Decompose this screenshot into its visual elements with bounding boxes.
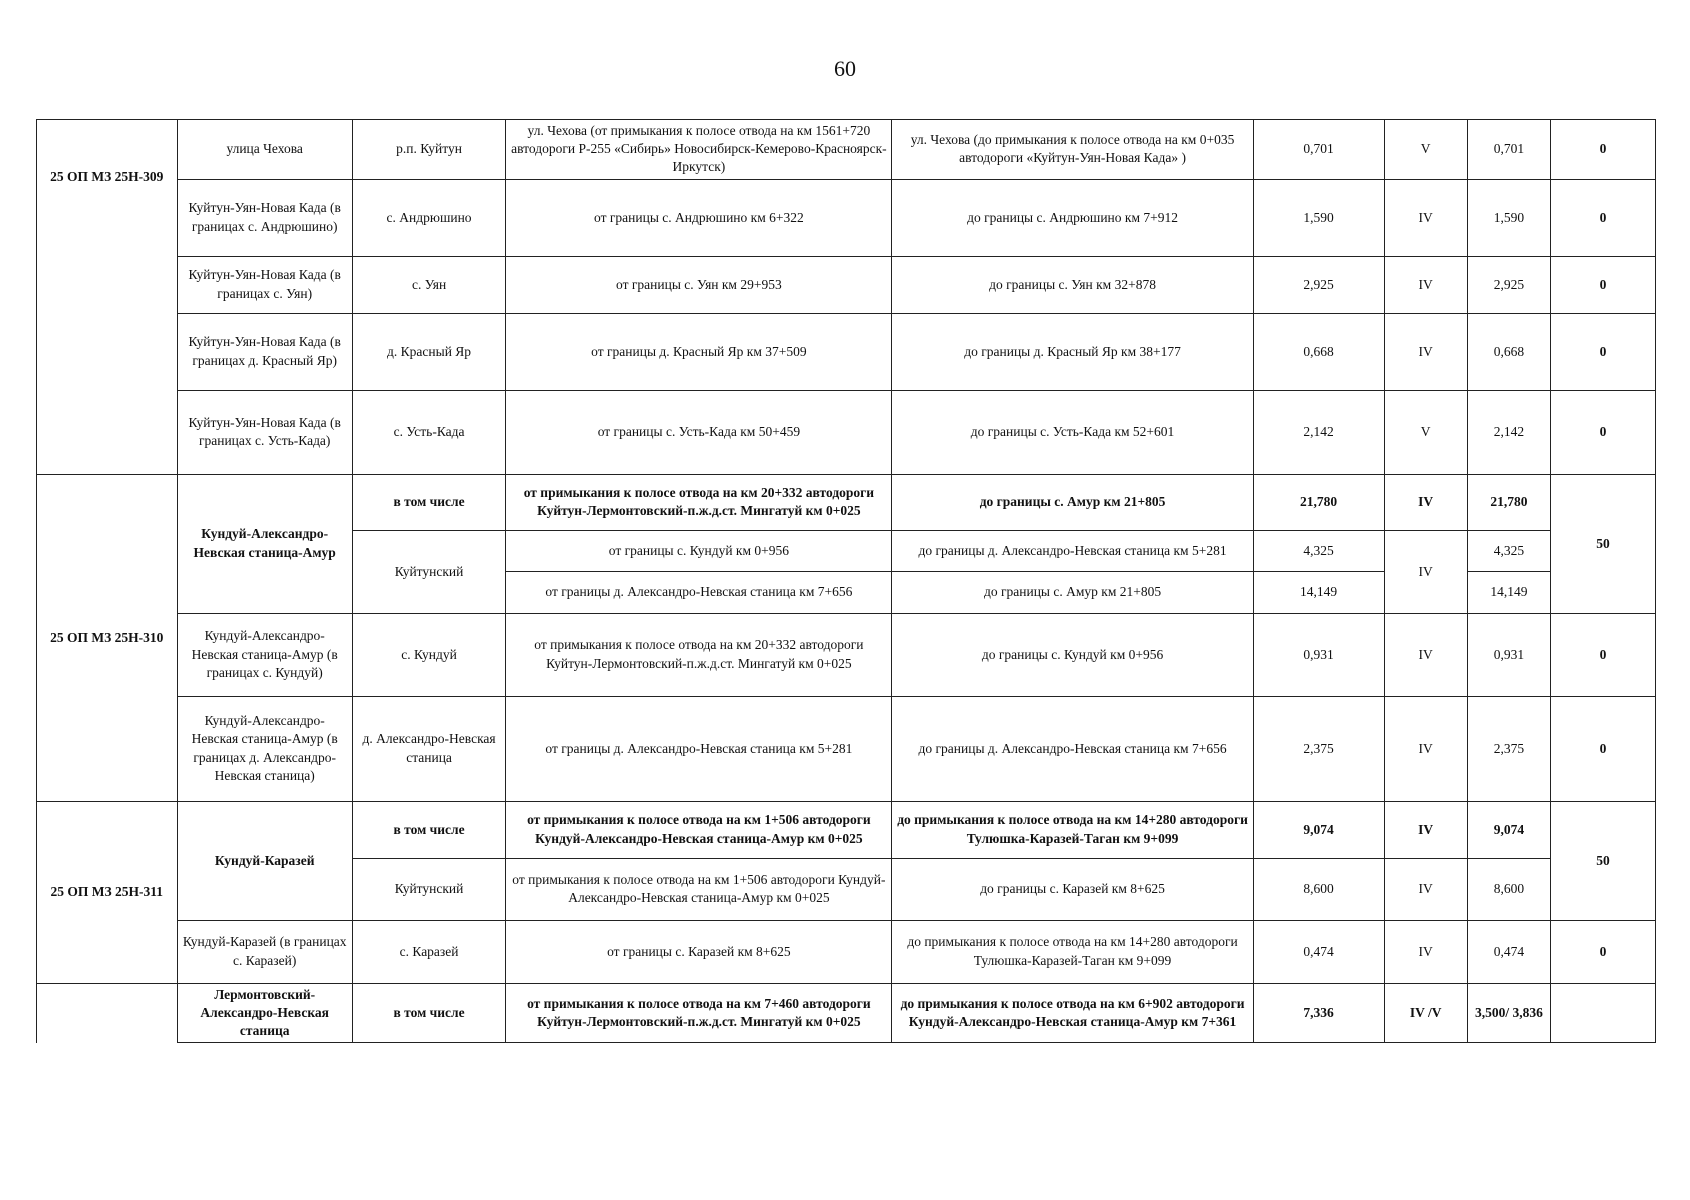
road-name: Кундуй-Александро-Невская станица-Амур (в границах с. Кундуй) [177,613,352,696]
settlement: Куйтунский [352,858,506,920]
length-value: 8,600 [1253,858,1384,920]
extra-value: 0 [1551,313,1656,390]
length-value: 2,375 [1253,696,1384,801]
segment-to: ул. Чехова (до примыкания к полосе отвода на км 0+035 автодороги «Куйтун-Уян-Новая Када» ) [892,120,1253,180]
settlement: Куйтунский [352,530,506,613]
road-category: IV [1384,474,1467,530]
table-row [37,801,1656,858]
length-value: 2,925 [1253,256,1384,313]
pavement-length: 2,925 [1467,256,1550,313]
segment-to: до границы д. Красный Яр км 38+177 [892,313,1253,390]
total-label: в том числе [352,474,506,530]
extra-value: 0 [1551,613,1656,696]
segment-from: от границы д. Александро-Невская станица км 5+281 [506,696,892,801]
segment-to: до примыкания к полосе отвода на км 14+280 автодороги Тулюшка-Каразей-Таган км 9+099 [892,920,1253,983]
pavement-length: 0,668 [1467,313,1550,390]
length-value: 1,590 [1253,179,1384,256]
segment-to: до границы с. Каразей км 8+625 [892,858,1253,920]
settlement: д. Александро-Невская станица [352,696,506,801]
group-road-name: Лермонтовский-Александро-Невская станица [177,983,352,1043]
road-category: IV [1384,613,1467,696]
table-row [37,313,1656,390]
empty-code-cell [37,983,178,1043]
pavement-length: 0,701 [1467,120,1550,180]
road-category: IV [1384,256,1467,313]
extra-value: 0 [1551,696,1656,801]
length-value: 2,142 [1253,390,1384,474]
pavement-length: 1,590 [1467,179,1550,256]
pavement-length: 21,780 [1467,474,1550,530]
length-value: 9,074 [1253,801,1384,858]
road-category: V [1384,120,1467,180]
road-name: Куйтун-Уян-Новая Када (в границах д. Красный Яр) [177,313,352,390]
table-row [37,613,1656,696]
segment-to: до границы с. Амур км 21+805 [892,474,1253,530]
group-road-name: Кундуй-Александро-Невская станица-Амур [177,474,352,613]
road-category: IV [1384,858,1467,920]
pavement-length: 2,142 [1467,390,1550,474]
settlement: с. Каразей [352,920,506,983]
segment-from: от примыкания к полосе отвода на км 1+506 автодороги Кундуй-Александро-Невская станица-Амур км 0+025 [506,858,892,920]
table-row [37,390,1656,474]
segment-to: до границы с. Андрюшино км 7+912 [892,179,1253,256]
pavement-length: 8,600 [1467,858,1550,920]
segment-from: от границы с. Уян км 29+953 [506,256,892,313]
road-category: IV [1384,179,1467,256]
road-name: улица Чехова [177,120,352,180]
road-category: V [1384,390,1467,474]
road-category: IV [1384,696,1467,801]
segment-from: от границы с. Усть-Када км 50+459 [506,390,892,474]
extra-value-empty [1551,983,1656,1043]
table-row [37,474,1656,530]
road-category: IV /V [1384,983,1467,1043]
length-value: 0,931 [1253,613,1384,696]
pavement-length: 4,325 [1467,530,1550,571]
pavement-length: 0,474 [1467,920,1550,983]
length-value: 14,149 [1253,571,1384,613]
table-row [37,696,1656,801]
road-name: Куйтун-Уян-Новая Када (в границах с. Андрюшино) [177,179,352,256]
road-code: 25 ОП МЗ 25Н-309 [37,120,178,475]
extra-value: 0 [1551,120,1656,180]
road-code: 25 ОП МЗ 25Н-310 [37,474,178,801]
pavement-length: 9,074 [1467,801,1550,858]
road-category: IV [1384,801,1467,858]
table-row [37,179,1656,256]
segment-from: от границы с. Каразей км 8+625 [506,920,892,983]
pavement-length: 3,500/ 3,836 [1467,983,1550,1043]
length-value: 0,668 [1253,313,1384,390]
table-row [37,120,1656,180]
road-name: Кундуй-Александро-Невская станица-Амур (в границах д. Александро-Невская станица) [177,696,352,801]
road-category: IV [1384,920,1467,983]
segment-to: до границы с. Уян км 32+878 [892,256,1253,313]
length-value: 0,474 [1253,920,1384,983]
settlement: с. Усть-Када [352,390,506,474]
segment-to: до примыкания к полосе отвода на км 14+280 автодороги Тулюшка-Каразей-Таган км 9+099 [892,801,1253,858]
road-name: Куйтун-Уян-Новая Када (в границах с. Усть-Када) [177,390,352,474]
extra-value: 0 [1551,390,1656,474]
length-value: 7,336 [1253,983,1384,1043]
settlement: с. Уян [352,256,506,313]
road-name: Кундуй-Каразей (в границах с. Каразей) [177,920,352,983]
length-value: 4,325 [1253,530,1384,571]
total-label: в том числе [352,801,506,858]
settlement: р.п. Куйтун [352,120,506,180]
segment-from: от примыкания к полосе отвода на км 1+506 автодороги Кундуй-Александро-Невская станица-Амур км 0+025 [506,801,892,858]
segment-to: до границы д. Александро-Невская станица км 5+281 [892,530,1253,571]
total-label: в том числе [352,983,506,1043]
road-name: Куйтун-Уян-Новая Када (в границах с. Уян) [177,256,352,313]
extra-value: 0 [1551,179,1656,256]
settlement: с. Кундуй [352,613,506,696]
segment-to: до границы с. Усть-Када км 52+601 [892,390,1253,474]
table-row [37,256,1656,313]
segment-from: от границы д. Красный Яр км 37+509 [506,313,892,390]
segment-from: от границы с. Кундуй км 0+956 [506,530,892,571]
extra-value: 50 [1551,474,1656,613]
road-code: 25 ОП МЗ 25Н-311 [37,801,178,983]
road-category: IV [1384,313,1467,390]
segment-from: от границы с. Андрюшино км 6+322 [506,179,892,256]
roads-table [36,119,1656,1043]
page-number: 60 [834,56,856,81]
extra-value: 50 [1551,801,1656,920]
road-category: IV [1384,530,1467,613]
length-value: 21,780 [1253,474,1384,530]
segment-to: до границы д. Александро-Невская станица км 7+656 [892,696,1253,801]
extra-value: 0 [1551,920,1656,983]
table-row [37,920,1656,983]
segment-to: до границы с. Амур км 21+805 [892,571,1253,613]
table-row [37,983,1656,1043]
segment-to: до примыкания к полосе отвода на км 6+902 автодороги Кундуй-Александро-Невская станица-Амур км 7+361 [892,983,1253,1043]
segment-from: от границы д. Александро-Невская станица км 7+656 [506,571,892,613]
extra-value: 0 [1551,256,1656,313]
segment-from: от примыкания к полосе отвода на км 20+332 автодороги Куйтун-Лермонтовский-п.ж.д.ст. Мингатуй км 0+025 [506,613,892,696]
length-value: 0,701 [1253,120,1384,180]
segment-from: ул. Чехова (от примыкания к полосе отвода на км 1561+720 автодороги Р-255 «Сибирь» Новосибирск-Кемерово-Красноярск-Иркутск) [506,120,892,180]
segment-from: от примыкания к полосе отвода на км 7+460 автодороги Куйтун-Лермонтовский-п.ж.д.ст. Мингатуй км 0+025 [506,983,892,1043]
pavement-length: 14,149 [1467,571,1550,613]
pavement-length: 2,375 [1467,696,1550,801]
segment-from: от примыкания к полосе отвода на км 20+332 автодороги Куйтун-Лермонтовский-п.ж.д.ст. Мингатуй км 0+025 [506,474,892,530]
group-road-name: Кундуй-Каразей [177,801,352,920]
settlement: с. Андрюшино [352,179,506,256]
segment-to: до границы с. Кундуй км 0+956 [892,613,1253,696]
pavement-length: 0,931 [1467,613,1550,696]
settlement: д. Красный Яр [352,313,506,390]
